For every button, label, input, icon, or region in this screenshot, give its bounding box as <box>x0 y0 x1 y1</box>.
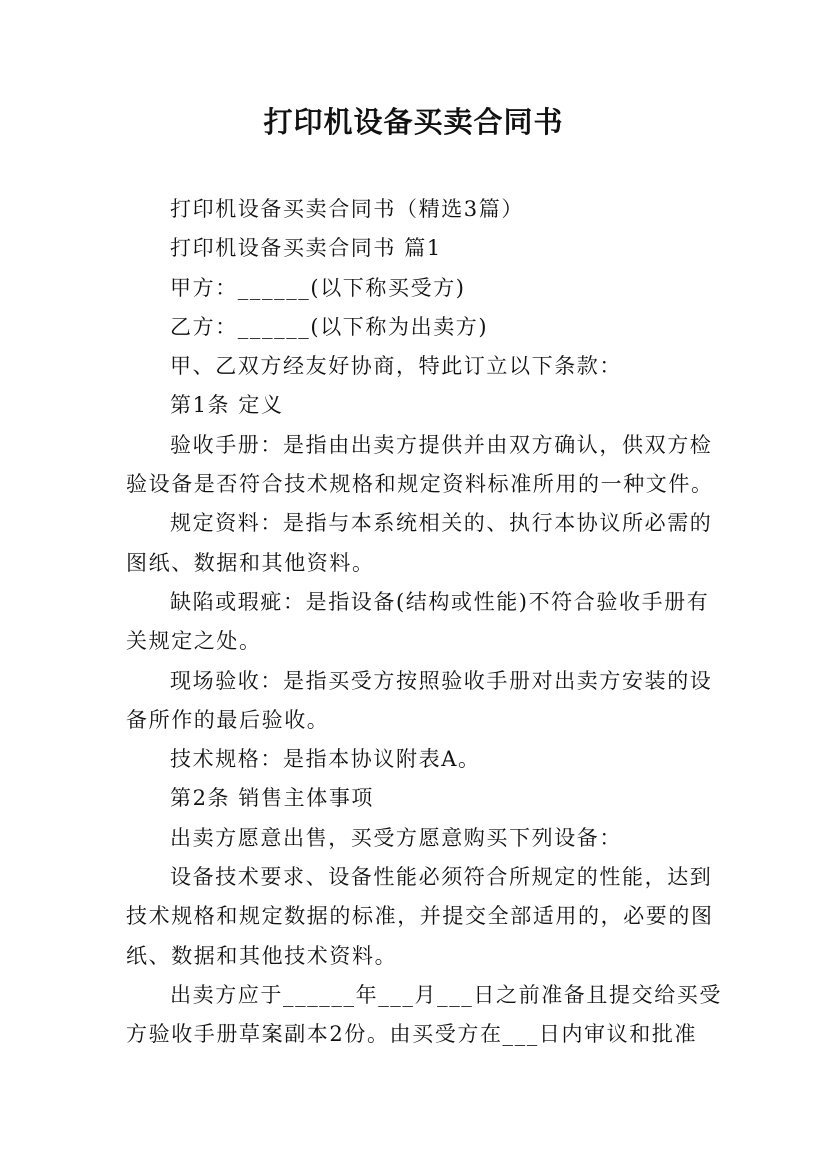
paragraph-technical-spec: 技术规格：是指本协议附表A。 <box>170 747 481 772</box>
paragraph-specified-data: 规定资料：是指与本系统相关的、执行本协议所必需的图纸、数据和其他资料。 <box>126 511 713 575</box>
paragraph-party-a: 甲方：______(以下称买受方) <box>170 275 466 300</box>
paragraph-subtitle: 打印机设备买卖合同书（精选3篇） <box>170 197 524 221</box>
paragraph-manual-submission: 出卖方应于______年___月___日之前准备且提交给买受方验收手册草案副本2份。由买受方在___日内审议和批准 <box>126 982 722 1047</box>
document-title: 打印机设备买卖合同书 <box>263 105 564 139</box>
paragraph-party-b: 乙方：______(以下称为出卖方) <box>170 314 489 339</box>
paragraph-article-2-heading: 第2条 销售主体事项 <box>170 786 375 811</box>
document-body <box>126 190 726 1055</box>
paragraph-defect: 缺陷或瑕疵：是指设备(结构或性能)不符合验收手册有关规定之处。 <box>126 589 710 654</box>
paragraph-article-1-heading: 第1条 定义 <box>170 393 284 418</box>
paragraph-acceptance-manual: 验收手册：是指由出卖方提供并由双方确认，供双方检验设备是否符合技术规格和规定资料标准所用的一种文件。 <box>126 432 714 497</box>
paragraph-sale-intent: 出卖方愿意出售，买受方愿意购买下列设备： <box>170 825 622 850</box>
paragraph-agreement-intro: 甲、乙双方经友好协商，特此订立以下条款： <box>170 354 622 379</box>
paragraph-chapter-heading: 打印机设备买卖合同书 篇1 <box>170 236 442 261</box>
paragraph-equipment-requirements: 设备技术要求、设备性能必须符合所规定的性能，达到技术规格和规定数据的标准，并提交全部适用的，必要的图纸、数据和其他技术资料。 <box>126 865 714 968</box>
paragraph-site-acceptance: 现场验收：是指买受方按照验收手册对出卖方安装的设备所作的最后验收。 <box>126 668 713 732</box>
